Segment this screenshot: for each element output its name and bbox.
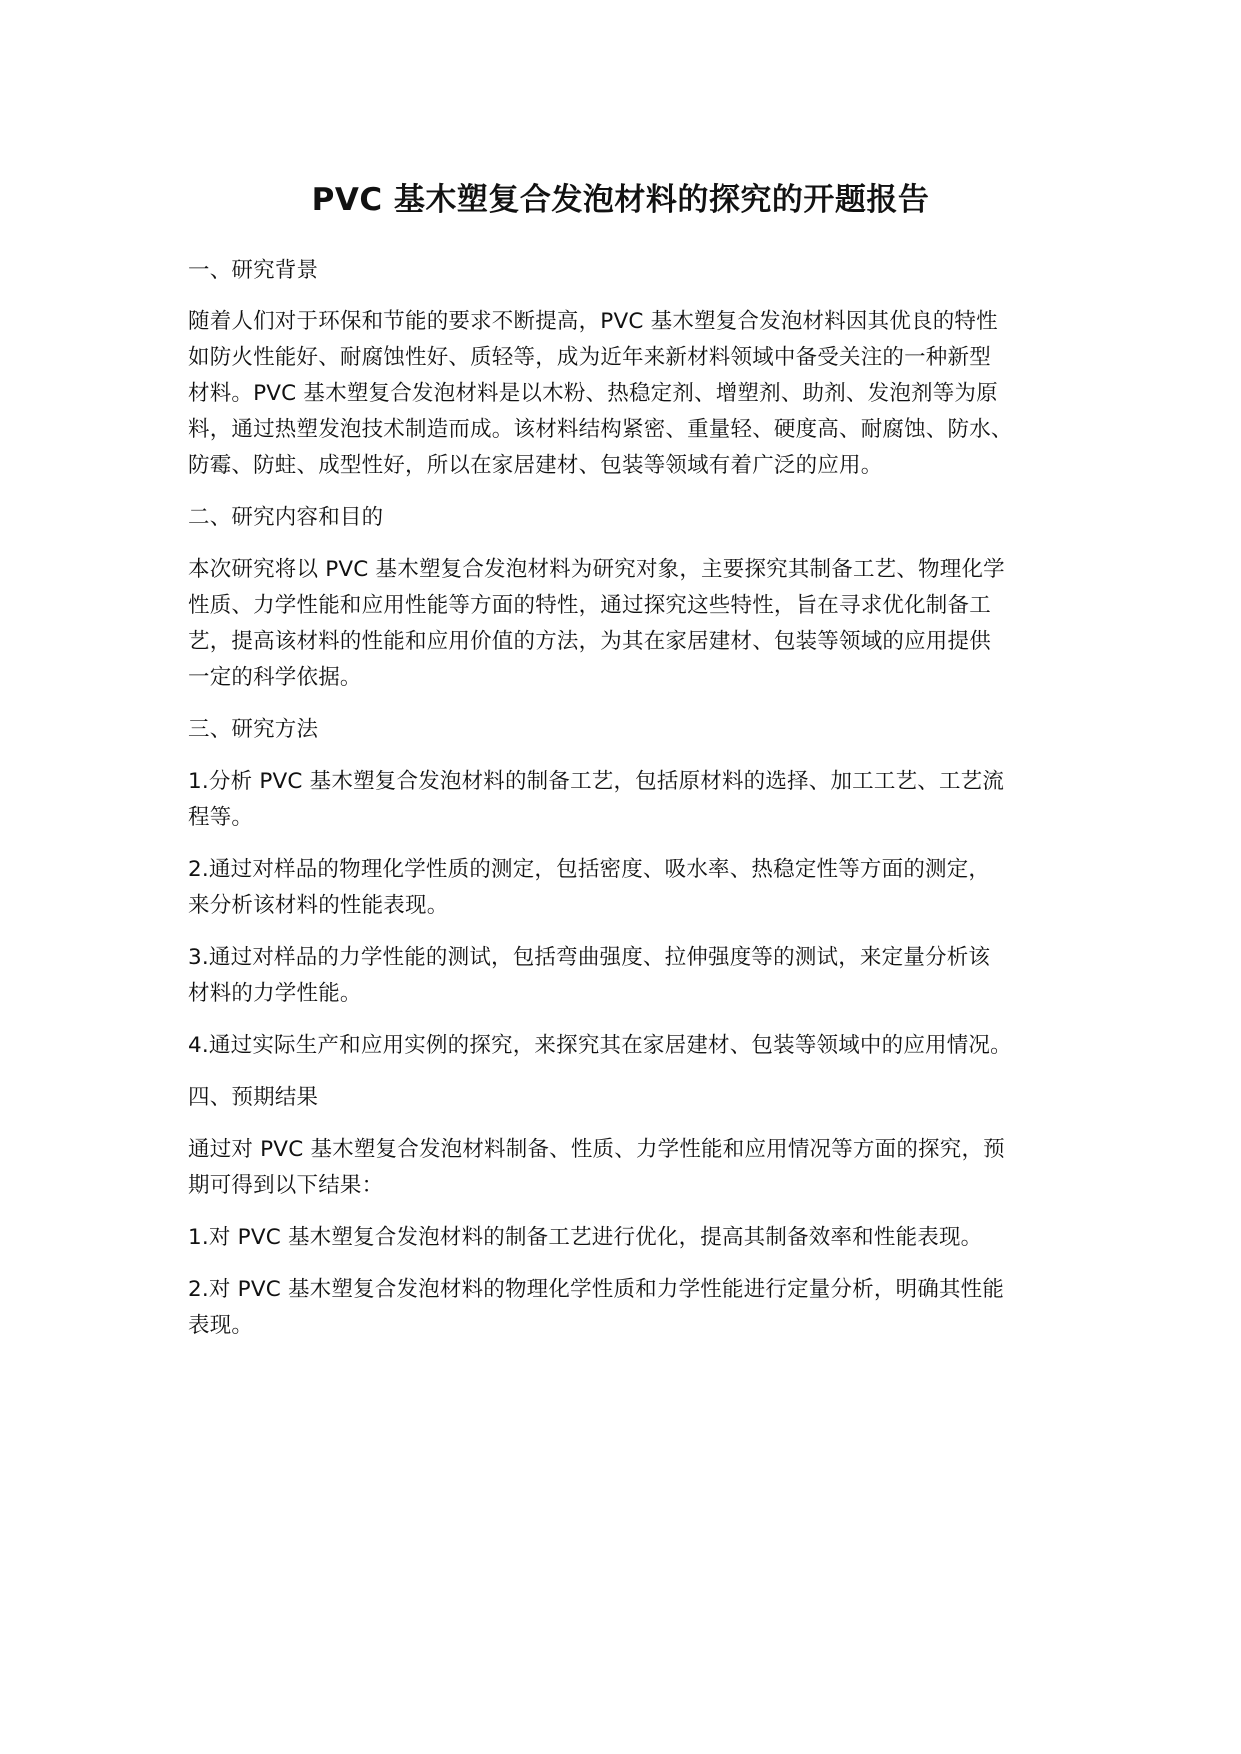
paragraph-line: 防霉、防蛀、成型性好，所以在家居建材、包装等领域有着广泛的应用。 (188, 453, 883, 478)
method-item-1-line: 1.分析 PVC 基木塑复合发泡材料的制备工艺，包括原材料的选择、加工工艺、工艺流 (188, 769, 1005, 794)
paragraph-line: 随着人们对于环保和节能的要求不断提高，PVC 基木塑复合发泡材料因其优良的特性 (188, 309, 998, 334)
method-item-3-line: 3.通过对样品的力学性能的测试，包括弯曲强度、拉伸强度等的测试，来定量分析该 (188, 945, 991, 970)
result-item-2-line: 表现。 (188, 1313, 254, 1338)
method-item-3-line: 材料的力学性能。 (188, 981, 362, 1006)
method-item-1-line: 程等。 (188, 805, 254, 830)
section-heading-background: 一、研究背景 (188, 258, 319, 283)
paragraph-line: 期可得到以下结果： (188, 1173, 384, 1198)
section-heading-methods: 三、研究方法 (188, 717, 319, 742)
section-heading-content: 二、研究内容和目的 (188, 505, 384, 530)
paragraph-line: 通过对 PVC 基木塑复合发泡材料制备、性质、力学性能和应用情况等方面的探究，预 (188, 1137, 1005, 1162)
method-item-4-line: 4.通过实际生产和应用实例的探究，来探究其在家居建材、包装等领域中的应用情况。 (188, 1033, 1012, 1058)
result-item-2-line: 2.对 PVC 基木塑复合发泡材料的物理化学性质和力学性能进行定量分析，明确其性能 (188, 1277, 1005, 1302)
paragraph-line: 材料。PVC 基木塑复合发泡材料是以木粉、热稳定剂、增塑剂、助剂、发泡剂等为原 (188, 381, 998, 406)
paragraph-line: 一定的科学依据。 (188, 665, 362, 690)
paragraph-line: 料，通过热塑发泡技术制造而成。该材料结构紧密、重量轻、硬度高、耐腐蚀、防水、 (188, 417, 1013, 442)
method-item-2-line: 2.通过对样品的物理化学性质的测定，包括密度、吸水率、热稳定性等方面的测定， (188, 857, 991, 882)
paragraph-line: 性质、力学性能和应用性能等方面的特性，通过探究这些特性，旨在寻求优化制备工 (188, 593, 991, 618)
method-item-2-line: 来分析该材料的性能表现。 (188, 893, 449, 918)
document-title: PVC 基木塑复合发泡材料的探究的开题报告 (311, 182, 930, 218)
paragraph-line: 如防火性能好、耐腐蚀性好、质轻等，成为近年来新材料领域中备受关注的一种新型 (188, 345, 991, 370)
result-item-1-line: 1.对 PVC 基木塑复合发泡材料的制备工艺进行优化，提高其制备效率和性能表现。 (188, 1225, 983, 1250)
paragraph-line: 艺，提高该材料的性能和应用价值的方法，为其在家居建材、包装等领域的应用提供 (188, 629, 991, 654)
section-heading-results: 四、预期结果 (188, 1085, 319, 1110)
paragraph-line: 本次研究将以 PVC 基木塑复合发泡材料为研究对象，主要探究其制备工艺、物理化学 (188, 557, 1005, 582)
